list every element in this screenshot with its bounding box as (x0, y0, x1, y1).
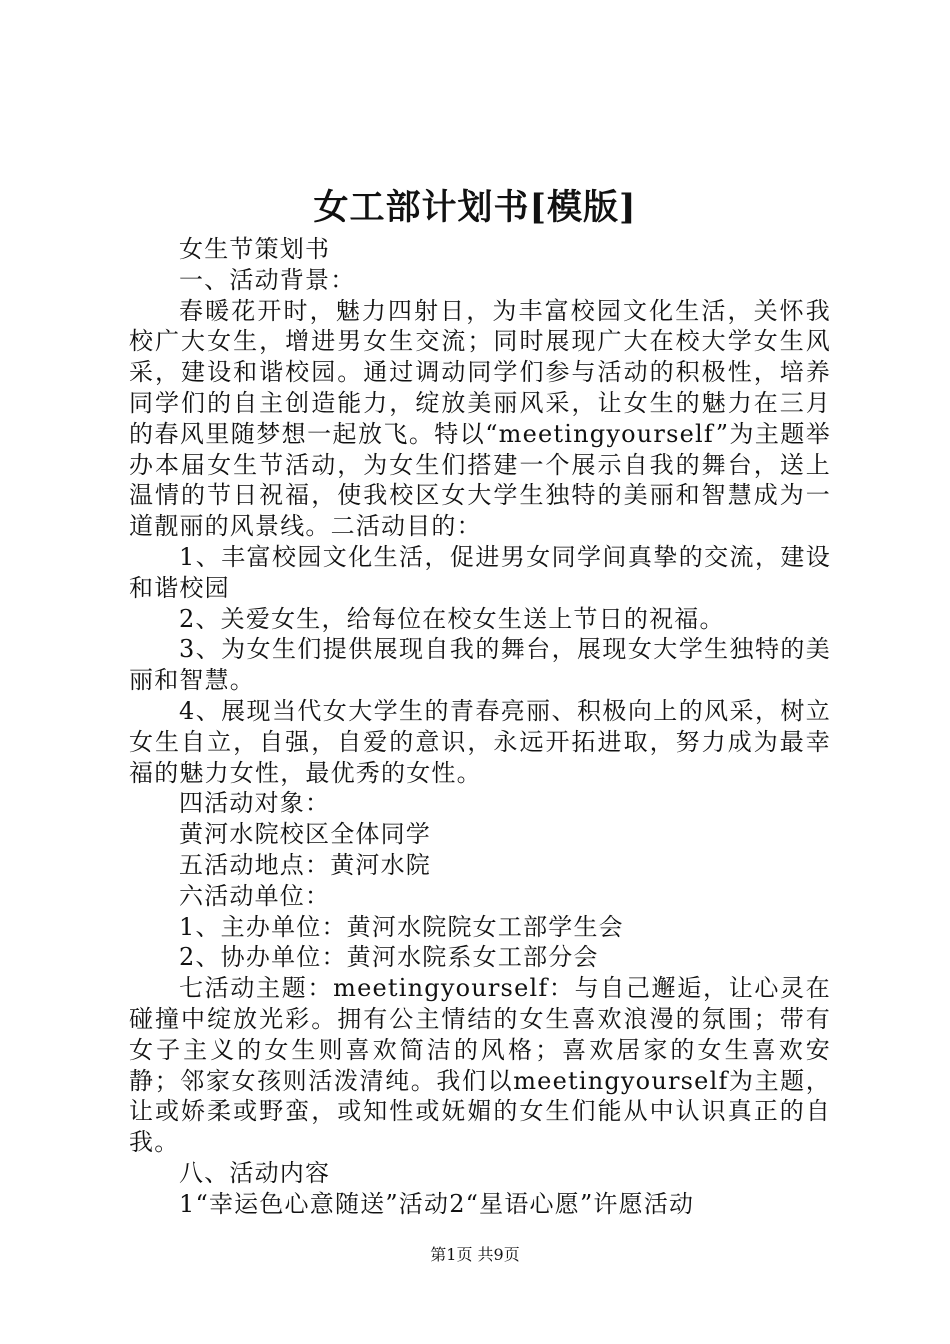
document-body (129, 234, 831, 1220)
paragraph-section-target: 四活动对象： (179, 789, 331, 818)
paragraph-theme: 七活动主题：meetingyourself：与自己邂逅，让心灵在碰撞中绽放光彩。拥有公主情结的女生喜欢浪漫的氛围；带有女子主义的女生则喜欢简洁的风格；喜欢居家的女生喜欢安静；邻家女孩则活泼清纯。我们以meetingyourself为主题，让或娇柔或野蛮，或知性或妩媚的女生们能从中认识真正的自我。 (129, 974, 831, 1157)
paragraph-section-units: 六活动单位： (179, 881, 331, 910)
paragraph-goal-3: 3、为女生们提供展现自我的舞台，展现女大学生独特的美丽和智慧。 (129, 635, 831, 695)
paragraph-goal-1: 1、丰富校园文化生活，促进男女同学间真挚的交流，建设和谐校园 (129, 542, 831, 602)
paragraph-goal-4: 4、展现当代女大学生的青春亮丽、积极向上的风采，树立女生自立，自强，自爱的意识，永远开拓进取，努力成为最幸福的魅力女性，最优秀的女性。 (129, 696, 831, 787)
paragraph-content-items: 1“幸运色心意随送”活动2“星语心愿”许愿活动 (179, 1189, 695, 1218)
page-footer (0, 1244, 950, 1266)
page-total: 共9页 (477, 1245, 520, 1264)
paragraph-section-content: 八、活动内容 (179, 1158, 331, 1187)
paragraph-unit-cohost: 2、协办单位：黄河水院系女工部分会 (179, 943, 599, 972)
paragraph-background-text: 春暖花开时，魅力四射日，为丰富校园文化生活，关怀我校广大女生，增进男女生交流；同时展现广大在校大学女生风采，建设和谐校园。通过调动同学们参与活动的积极性，培养同学们的自主创造能力，绽放美丽风采，让女生的魅力在三月的春风里随梦想一起放飞。特以“meetingyourself”为主题举办本届女生节活动，为女生们搭建一个展示自我的舞台，送上温情的节日祝福，使我校区女大学生独特的美丽和智慧成为一道靓丽的风景线。二活动目的： (129, 296, 831, 541)
paragraph-section-background: 一、活动背景： (179, 265, 356, 294)
paragraph-unit-host: 1、主办单位：黄河水院院女工部学生会 (179, 912, 624, 941)
paragraph-plan-title: 女生节策划书 (179, 235, 331, 263)
document-title: 女工部计划书[模版] (313, 187, 637, 228)
page-number: 第1页 (430, 1245, 473, 1264)
paragraph-goal-2: 2、关爱女生，给每位在校女生送上节日的祝福。 (179, 604, 725, 633)
paragraph-target-text: 黄河水院校区全体同学 (179, 820, 431, 849)
paragraph-location: 五活动地点：黄河水院 (179, 850, 431, 879)
